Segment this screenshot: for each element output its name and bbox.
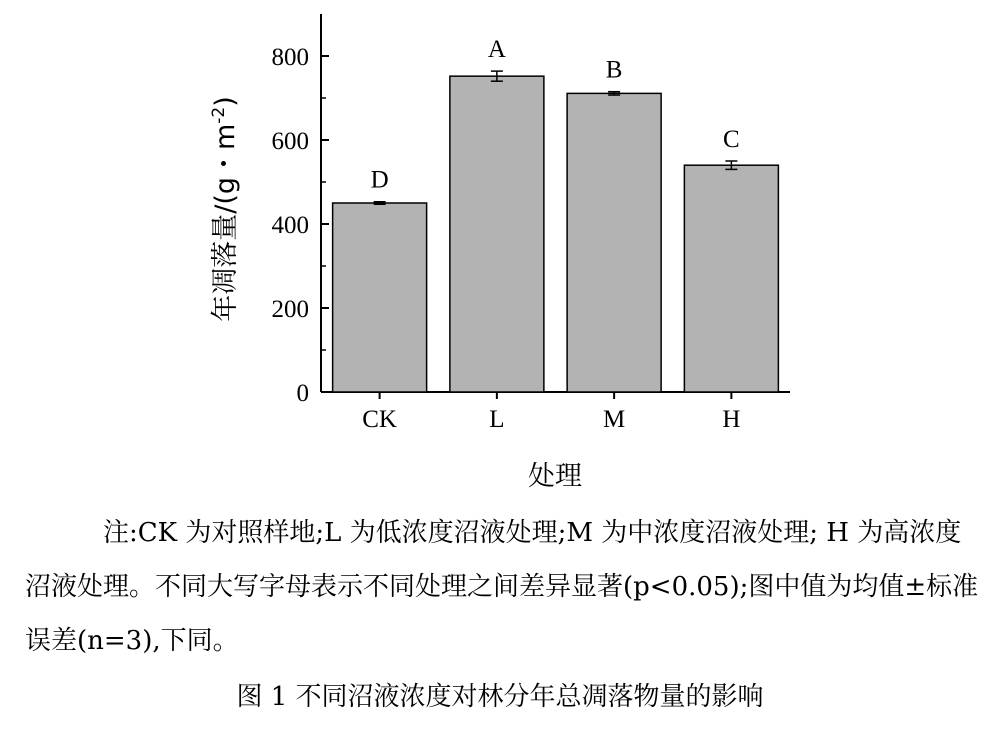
- x-tick-label: M: [603, 406, 626, 433]
- y-axis-title-close: ): [210, 96, 241, 107]
- y-tick-label: 600: [271, 128, 309, 155]
- bar: [333, 203, 427, 392]
- significance-letter: D: [370, 166, 389, 194]
- bar: [567, 93, 661, 392]
- bar: [450, 76, 544, 392]
- figure-note: 注:CK 为对照样地;L 为低浓度沼液处理;M 为中浓度沼液处理; H 为高浓度沼液处理。不同大写字母表示不同处理之间差异显著(p<0.05);图中值为均值±标准误差(n=3),下同。: [25, 518, 979, 656]
- x-tick-label: CK: [362, 406, 397, 433]
- y-tick-label: 400: [271, 212, 309, 239]
- y-tick-label: 0: [296, 380, 309, 407]
- y-axis-title-text: 年凋落量/(g・m: [210, 123, 241, 322]
- significance-letter: B: [605, 56, 623, 84]
- figure-caption: 图 1 不同沼液浓度对林分年总凋落物量的影响: [236, 682, 764, 712]
- x-axis-title: 处理: [528, 461, 582, 492]
- x-tick-label: L: [489, 406, 505, 433]
- y-tick-label: 800: [271, 44, 309, 71]
- x-tick-label: H: [722, 406, 741, 433]
- y-axis-title-superscript: -2: [209, 106, 229, 124]
- plot-area: [272, 14, 791, 433]
- significance-letter: A: [487, 36, 506, 64]
- y-tick-label: 200: [271, 296, 309, 323]
- y-axis-title: [209, 96, 241, 322]
- bar: [684, 165, 778, 392]
- significance-letter: C: [723, 126, 740, 153]
